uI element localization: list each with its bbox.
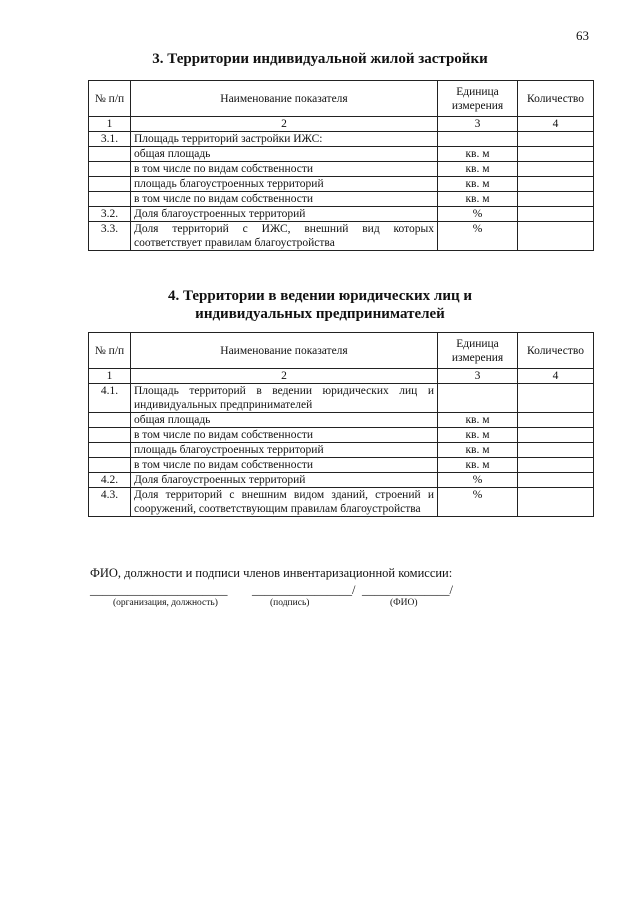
header-name: Наименование показателя (131, 81, 438, 117)
index-row (89, 369, 594, 384)
row-name: Доля благоустроенных территорий (131, 207, 438, 222)
row-unit (438, 132, 518, 147)
row-unit: кв. м (438, 162, 518, 177)
signature-label-sign: (подпись) (270, 598, 310, 608)
row-unit (438, 384, 518, 413)
row-qty (518, 192, 594, 207)
table-row (89, 443, 594, 458)
table-row (89, 488, 594, 517)
section-3-title-text: 3. Территории индивидуальной жилой застройки (152, 51, 488, 67)
table-section-4 (88, 332, 594, 517)
table-row (89, 413, 594, 428)
section-4-title (0, 287, 640, 323)
header-unit: Единица измерения (438, 333, 518, 369)
row-unit: % (438, 488, 518, 517)
index-cell: 4 (518, 117, 594, 132)
row-name: в том числе по видам собственности (131, 192, 438, 207)
section-4-title-line2: индивидуальных предпринимателей (195, 306, 445, 322)
signature-line-sign: ________________/ (252, 583, 356, 597)
row-qty (518, 458, 594, 473)
row-num: 4.2. (89, 473, 131, 488)
signature-line-fio: ______________/ (362, 583, 453, 597)
row-name: в том числе по видам собственности (131, 428, 438, 443)
row-num (89, 443, 131, 458)
row-qty (518, 147, 594, 162)
header-name: Наименование показателя (131, 333, 438, 369)
row-qty (518, 473, 594, 488)
table-section-3 (88, 80, 594, 251)
row-qty (518, 488, 594, 517)
row-unit: % (438, 207, 518, 222)
signature-line-org: ______________________ (90, 583, 228, 597)
row-qty (518, 222, 594, 251)
table-row (89, 147, 594, 162)
table-row (89, 384, 594, 413)
row-unit: кв. м (438, 192, 518, 207)
row-name: в том числе по видам собственности (131, 458, 438, 473)
row-name: площадь благоустроенных территорий (131, 177, 438, 192)
header-num: № п/п (89, 333, 131, 369)
signature-label-fio: (ФИО) (390, 598, 418, 608)
row-name: Доля территорий с ИЖС, внешний вид которых соответствует правилам благоустройства (131, 222, 438, 251)
row-name: общая площадь (131, 147, 438, 162)
row-num (89, 177, 131, 192)
index-cell: 2 (131, 369, 438, 384)
page-number: 63 (576, 28, 589, 43)
table-header-row (89, 81, 594, 117)
index-cell: 2 (131, 117, 438, 132)
row-name: Доля территорий с внешним видом зданий, строений и сооружений, соответствующим правилам благоустройства (131, 488, 438, 517)
row-unit: % (438, 473, 518, 488)
row-num: 3.2. (89, 207, 131, 222)
row-num (89, 147, 131, 162)
index-row (89, 117, 594, 132)
index-cell: 1 (89, 369, 131, 384)
row-qty (518, 132, 594, 147)
index-cell: 3 (438, 369, 518, 384)
row-unit: кв. м (438, 147, 518, 162)
table-row (89, 207, 594, 222)
table-row (89, 132, 594, 147)
row-num (89, 428, 131, 443)
row-qty (518, 443, 594, 458)
row-name: площадь благоустроенных территорий (131, 443, 438, 458)
header-num: № п/п (89, 81, 131, 117)
index-cell: 3 (438, 117, 518, 132)
row-num: 3.1. (89, 132, 131, 147)
table-row (89, 177, 594, 192)
table-row (89, 458, 594, 473)
row-num: 3.3. (89, 222, 131, 251)
row-unit: кв. м (438, 177, 518, 192)
row-qty (518, 384, 594, 413)
table-row (89, 222, 594, 251)
row-num: 4.3. (89, 488, 131, 517)
row-unit: кв. м (438, 458, 518, 473)
section-4-title-line1: 4. Территории в ведении юридических лиц и (167, 288, 473, 304)
table-header-row (89, 333, 594, 369)
table-row (89, 162, 594, 177)
header-unit: Единица измерения (438, 81, 518, 117)
row-num: 4.1. (89, 384, 131, 413)
row-name: Площадь территорий в ведении юридических лиц и индивидуальных предпринимателей (131, 384, 438, 413)
row-num (89, 192, 131, 207)
row-qty (518, 177, 594, 192)
row-qty (518, 162, 594, 177)
row-num (89, 162, 131, 177)
row-qty (518, 207, 594, 222)
section-3-title (0, 50, 640, 68)
row-unit: % (438, 222, 518, 251)
header-qty: Количество (518, 333, 594, 369)
table-row (89, 428, 594, 443)
signature-label-org: (организация, должность) (113, 598, 218, 608)
row-name: Площадь территорий застройки ИЖС: (131, 132, 438, 147)
index-cell: 4 (518, 369, 594, 384)
table-row (89, 473, 594, 488)
row-unit: кв. м (438, 443, 518, 458)
header-qty: Количество (518, 81, 594, 117)
row-qty (518, 428, 594, 443)
row-name: в том числе по видам собственности (131, 162, 438, 177)
table-row (89, 192, 594, 207)
row-name: общая площадь (131, 413, 438, 428)
row-unit: кв. м (438, 428, 518, 443)
row-unit: кв. м (438, 413, 518, 428)
index-cell: 1 (89, 117, 131, 132)
row-num (89, 458, 131, 473)
row-name: Доля благоустроенных территорий (131, 473, 438, 488)
row-qty (518, 413, 594, 428)
signature-caption: ФИО, должности и подписи членов инвентаризационной комиссии: (90, 566, 453, 580)
row-num (89, 413, 131, 428)
